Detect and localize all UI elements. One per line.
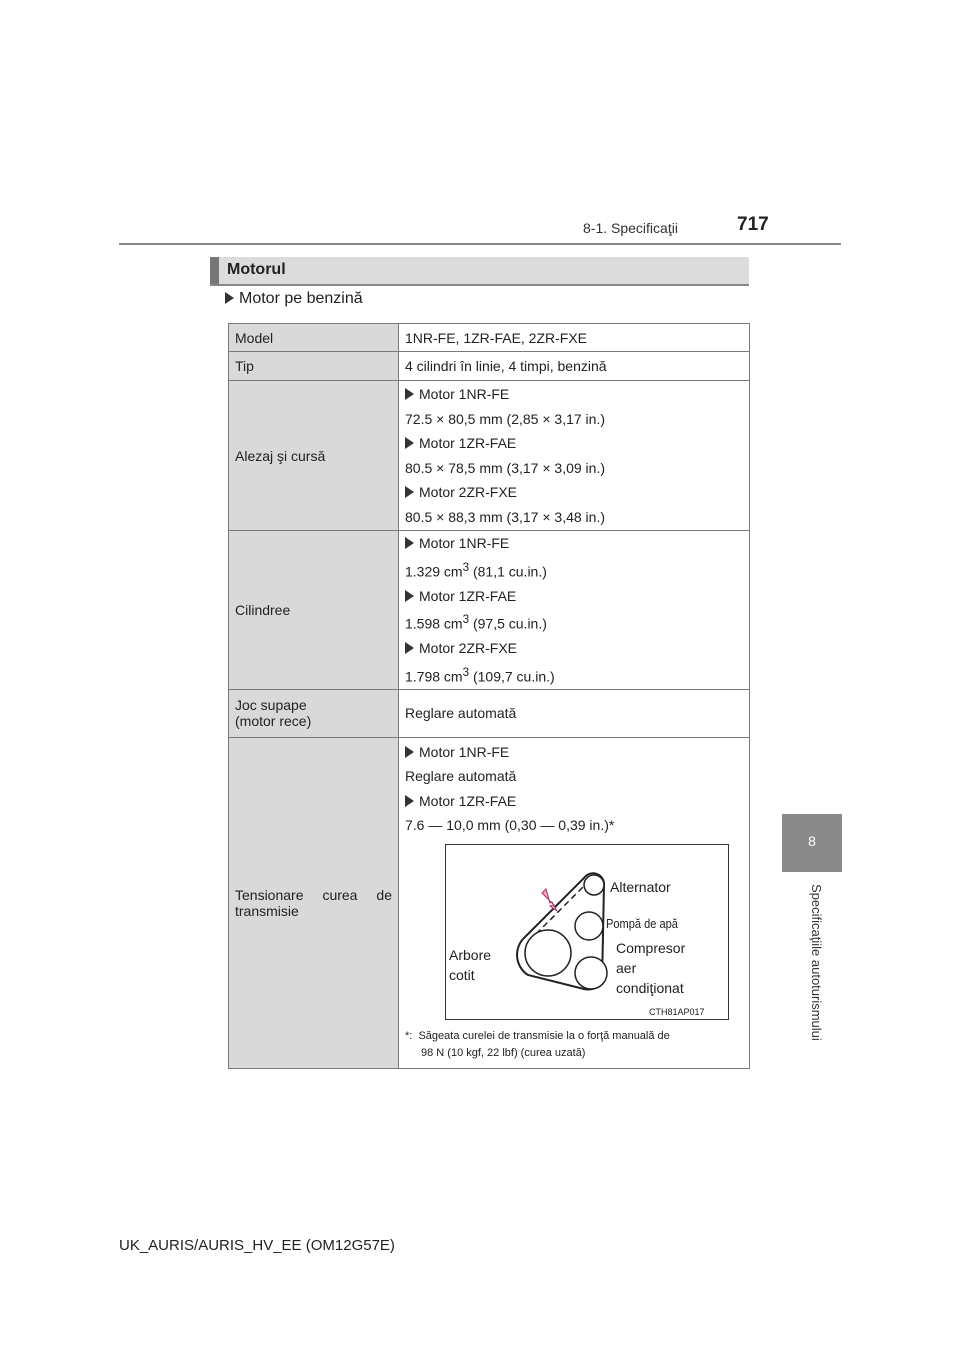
triangle-bullet-icon (405, 590, 414, 602)
water-pump-label: Pompă de apă (606, 915, 678, 931)
engine-label: Motor 1NR-FE (419, 386, 510, 402)
crankshaft-label (449, 945, 491, 985)
document-footer: UK_AURIS/AURIS_HV_EE (OM12G57E) (119, 1237, 395, 1254)
engine-value: 7.6 — 10,0 mm (0,30 — 0,39 in.)* (405, 817, 615, 834)
ac-label-line: condiţionat (616, 979, 684, 996)
ac-label-line: aer (616, 959, 637, 976)
label-line: transmisie (235, 902, 299, 919)
value-main: 1.329 cm (405, 563, 463, 580)
crankshaft-label-line: Arbore (449, 946, 492, 963)
engine-value (405, 608, 743, 636)
crankshaft-label-line: cotit (449, 966, 475, 983)
belt-diagram (445, 844, 729, 1020)
table-row-type (229, 352, 750, 381)
triangle-bullet-icon (405, 746, 414, 758)
crankshaft-pulley (525, 930, 571, 976)
triangle-bullet-icon (405, 437, 414, 449)
triangle-bullet-icon (225, 292, 234, 304)
ac-compressor-label (616, 938, 685, 998)
triangle-bullet-icon (405, 486, 414, 498)
engine-label: Motor 2ZR-FXE (419, 640, 518, 657)
footnote-marker: *: (405, 1029, 413, 1042)
engine-label: Motor 2ZR-FXE (419, 484, 518, 500)
subheading (225, 290, 363, 308)
value-main: 1.598 cm (405, 615, 463, 632)
row-label: Alezaj şi cursă (229, 381, 399, 531)
value-exponent: 3 (462, 613, 470, 627)
chapter-tab[interactable] (782, 814, 842, 872)
alternator-label: Alternator (610, 878, 671, 895)
engine-heading (405, 431, 743, 456)
diagram-code: CTH81AP017 (649, 1006, 705, 1017)
engine-label: Motor 1ZR-FAE (419, 435, 517, 451)
row-value (399, 531, 750, 690)
subheading-text: Motor pe benzină (239, 290, 363, 307)
belt-diagram-graphic (446, 845, 728, 1019)
engine-value: 72.5 × 80,5 mm (2,85 × 3,17 in.) (405, 410, 606, 427)
engine-heading (405, 789, 743, 814)
row-label (229, 689, 399, 737)
water-pump-pulley (575, 912, 603, 940)
value-main: 1.798 cm (405, 668, 463, 685)
engine-label: Motor 1ZR-FAE (419, 792, 517, 809)
section-title-bar (210, 257, 749, 286)
engine-value (405, 661, 743, 689)
footnote-text: Săgeata curelei de transmisie la o forţă manuală de (418, 1029, 670, 1042)
engine-value: 80.5 × 78,5 mm (3,17 × 3,09 in.) (405, 459, 606, 476)
engine-heading (405, 382, 743, 407)
row-value: Reglare automată (399, 689, 750, 737)
chapter-title: Specificaţiile autoturismului (809, 884, 824, 1041)
footnote (405, 1028, 743, 1068)
engine-label: Motor 1NR-FE (419, 743, 510, 760)
engine-heading (405, 636, 743, 661)
engine-label: Motor 1NR-FE (419, 535, 510, 551)
section-accent (210, 257, 219, 284)
value-exponent: 3 (462, 665, 470, 679)
alternator-pulley (584, 875, 604, 895)
value-imperial: (81,1 cu.in.) (469, 563, 547, 580)
triangle-bullet-icon (405, 795, 414, 807)
engine-heading (405, 480, 743, 505)
footnote-text: 98 N (10 kgf, 22 lbf) (curea uzată) (421, 1046, 586, 1059)
row-label (229, 737, 399, 1068)
header-divider (119, 243, 841, 245)
page-number: 717 (737, 214, 769, 235)
section-title: Motorul (227, 261, 286, 278)
value-exponent: 3 (462, 560, 470, 574)
table-row-model (229, 324, 750, 352)
row-value: 4 cilindri în linie, 4 timpi, benzină (399, 352, 750, 381)
engine-value: 80.5 × 88,3 mm (3,17 × 3,48 in.) (405, 508, 606, 525)
ac-label-line: Compresor (616, 939, 686, 956)
triangle-bullet-icon (405, 642, 414, 654)
table-row-valve-clearance (229, 689, 750, 737)
engine-heading (405, 740, 743, 765)
label-line: (motor rece) (235, 713, 312, 730)
chapter-number: 8 (808, 833, 816, 849)
engine-label: Motor 1ZR-FAE (419, 587, 517, 604)
label-line: Joc supape (235, 697, 307, 714)
engine-heading (405, 584, 743, 609)
row-label: Tip (229, 352, 399, 381)
table-row-bore-stroke (229, 381, 750, 531)
engine-value: Reglare automată (405, 768, 517, 785)
table-row-displacement (229, 531, 750, 690)
row-value (399, 737, 750, 1068)
spec-table (228, 323, 750, 1069)
section-header: 8-1. Specificaţii (583, 220, 678, 236)
force-arrow-icon (542, 889, 557, 911)
row-value (399, 381, 750, 531)
row-label: Model (229, 324, 399, 352)
triangle-bullet-icon (405, 537, 414, 549)
row-value: 1NR-FE, 1ZR-FAE, 2ZR-FXE (399, 324, 750, 352)
label-line: Tensionare curea de (235, 886, 392, 903)
row-label: Cilindree (229, 531, 399, 690)
table-row-belt-tension (229, 737, 750, 1068)
value-imperial: (97,5 cu.in.) (469, 615, 547, 632)
triangle-bullet-icon (405, 388, 414, 400)
engine-heading (405, 531, 743, 556)
value-imperial: (109,7 cu.in.) (469, 668, 555, 685)
engine-value (405, 556, 743, 584)
ac-compressor-pulley (575, 957, 607, 989)
